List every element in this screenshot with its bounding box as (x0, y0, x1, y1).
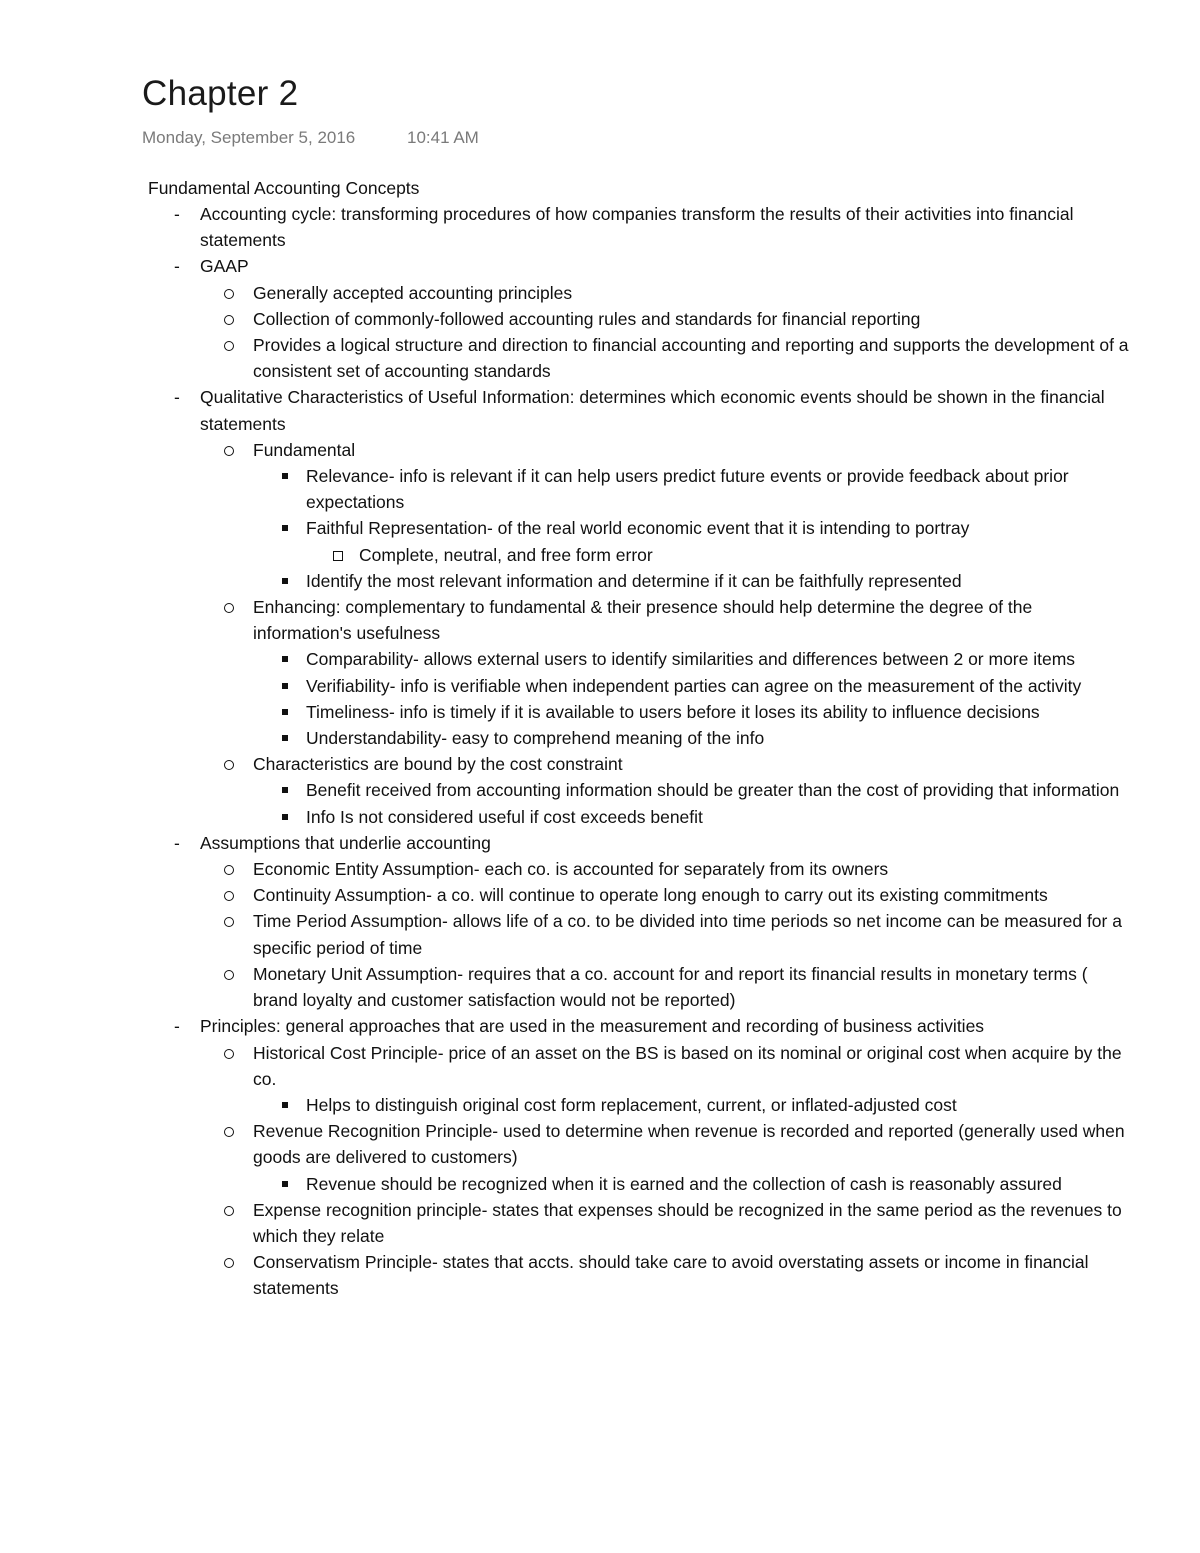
square-bullet-icon (282, 473, 288, 479)
circle-bullet-icon (224, 1258, 234, 1268)
outline-item-text: Verifiability- info is verifiable when independent parties can agree on the measurement of the activity (306, 675, 1082, 696)
outline-item (0, 830, 1200, 856)
outline-item-text: Timeliness- info is timely if it is available to users before it loses its ability to influence decisions (306, 701, 1040, 722)
outline-item (0, 1040, 1200, 1092)
outline-item-text: Benefit received from accounting information should be greater than the cost of providing that information (306, 780, 1120, 801)
square-bullet-icon (282, 1181, 288, 1187)
note-outline (0, 201, 1200, 1302)
outline-item (0, 306, 1200, 332)
outline-item-text: Continuity Assumption- a co. will continue to operate long enough to carry out its existing commitments (253, 885, 1048, 906)
outline-item-text: Collection of commonly-followed accounting rules and standards for financial reporting (253, 308, 921, 329)
circle-bullet-icon (224, 341, 234, 351)
circle-bullet-icon (224, 446, 234, 456)
circle-bullet-icon (224, 289, 234, 299)
outline-item-text: Characteristics are bound by the cost constraint (253, 754, 623, 775)
outline-item-text: Economic Entity Assumption- each co. is accounted for separately from its owners (253, 859, 889, 880)
outline-item-text: Info Is not considered useful if cost exceeds benefit (306, 806, 703, 827)
circle-bullet-icon (224, 1127, 234, 1137)
outline-item (0, 1171, 1200, 1197)
outline-item-text: Fundamental (253, 439, 356, 460)
outline-item-text: Faithful Representation- of the real world economic event that it is intending to portray (306, 518, 970, 539)
outline-item (0, 699, 1200, 725)
outline-item (0, 280, 1200, 306)
outline-item-text: GAAP (200, 256, 249, 277)
circle-bullet-icon (224, 603, 234, 613)
dash-bullet: - (174, 387, 180, 408)
outline-item (0, 725, 1200, 751)
outline-item-text: Accounting cycle: transforming procedures of how companies transform the results of their activities into financial statements (200, 204, 1074, 251)
square-bullet-icon (282, 656, 288, 662)
outline-item (0, 908, 1200, 960)
outline-item (0, 673, 1200, 699)
outline-item (0, 515, 1200, 541)
outline-item (0, 1092, 1200, 1118)
square-bullet-icon (282, 814, 288, 820)
note-time: 10:41 AM (407, 128, 479, 147)
dash-bullet: - (174, 1016, 180, 1037)
outline-item (0, 961, 1200, 1013)
outline-item-text: Time Period Assumption- allows life of a co. to be divided into time periods so net income can be measured for a specific period of time (253, 911, 1122, 958)
outline-item (0, 568, 1200, 594)
outline-item (0, 437, 1200, 463)
outline-item-text: Qualitative Characteristics of Useful Information: determines which economic events should be shown in the financial statements (200, 387, 1105, 434)
outline-item (0, 253, 1200, 279)
outline-item (0, 542, 1200, 568)
outline-item-text: Helps to distinguish original cost form replacement, current, or inflated-adjusted cost (306, 1094, 957, 1115)
outline-item-text: Identify the most relevant information and determine if it can be faithfully represented (306, 570, 962, 591)
dash-bullet: - (174, 832, 180, 853)
square-bullet-icon (282, 709, 288, 715)
circle-bullet-icon (224, 1206, 234, 1216)
outline-item (0, 332, 1200, 384)
outline-item (0, 1118, 1200, 1170)
circle-bullet-icon (224, 865, 234, 875)
page-title: Chapter 2 (142, 74, 299, 113)
outline-item (0, 1197, 1200, 1249)
outline-item-text: Provides a logical structure and direction to financial accounting and reporting and supports the development of a consistent set of accounting standards (253, 335, 1129, 382)
outline-item-text: Relevance- info is relevant if it can help users predict future events or provide feedback about prior expectations (306, 466, 1069, 513)
circle-bullet-icon (224, 315, 234, 325)
circle-bullet-icon (224, 1049, 234, 1059)
square-bullet-icon (282, 525, 288, 531)
outline-item (0, 1013, 1200, 1039)
circle-bullet-icon (224, 760, 234, 770)
outline-item-text: Expense recognition principle- states that expenses should be recognized in the same period as the revenues to which they relate (253, 1199, 1122, 1246)
square-bullet-icon (282, 787, 288, 793)
outline-item-text: Principles: general approaches that are used in the measurement and recording of business activities (200, 1016, 985, 1037)
outline-item (0, 804, 1200, 830)
circle-bullet-icon (224, 917, 234, 927)
hollow-square-bullet-icon (333, 551, 343, 561)
outline-item (0, 751, 1200, 777)
outline-item-text: Enhancing: complementary to fundamental & their presence should help determine the degree of the information's usefulness (253, 597, 1033, 644)
outline-item-text: Complete, neutral, and free form error (359, 544, 653, 565)
outline-item (0, 201, 1200, 253)
outline-item-text: Understandability- easy to comprehend meaning of the info (306, 728, 765, 749)
square-bullet-icon (282, 1102, 288, 1108)
section-heading: Fundamental Accounting Concepts (148, 178, 420, 198)
outline-item (0, 384, 1200, 436)
outline-item-text: Generally accepted accounting principles (253, 282, 573, 303)
outline-item (0, 882, 1200, 908)
outline-item-text: Historical Cost Principle- price of an asset on the BS is based on its nominal or original cost when acquire by the co. (253, 1042, 1122, 1089)
outline-item-text: Assumptions that underlie accounting (200, 832, 491, 853)
square-bullet-icon (282, 578, 288, 584)
outline-item-text: Comparability- allows external users to identify similarities and differences between 2 or more items (306, 649, 1076, 670)
outline-item-text: Conservatism Principle- states that accts. should take care to avoid overstating assets or income in financial statements (253, 1252, 1089, 1299)
dash-bullet: - (174, 204, 180, 224)
dash-bullet: - (174, 256, 180, 277)
outline-item (0, 1249, 1200, 1301)
square-bullet-icon (282, 683, 288, 689)
outline-item (0, 646, 1200, 672)
outline-item (0, 856, 1200, 882)
outline-item (0, 777, 1200, 803)
outline-item-text: Monetary Unit Assumption- requires that a co. account for and report its financial results in monetary terms ( brand loyalty and customer satisfaction would not be reported) (253, 963, 1088, 1011)
outline-item (0, 594, 1200, 646)
outline-item-text: Revenue should be recognized when it is earned and the collection of cash is reasonably assured (306, 1173, 1062, 1194)
note-date: Monday, September 5, 2016 (142, 128, 356, 147)
circle-bullet-icon (224, 970, 234, 980)
outline-item (0, 463, 1200, 515)
outline-item-text: Revenue Recognition Principle- used to determine when revenue is recorded and reported (generally used when goods are delivered to customers) (253, 1121, 1125, 1168)
circle-bullet-icon (224, 891, 234, 901)
square-bullet-icon (282, 735, 288, 741)
